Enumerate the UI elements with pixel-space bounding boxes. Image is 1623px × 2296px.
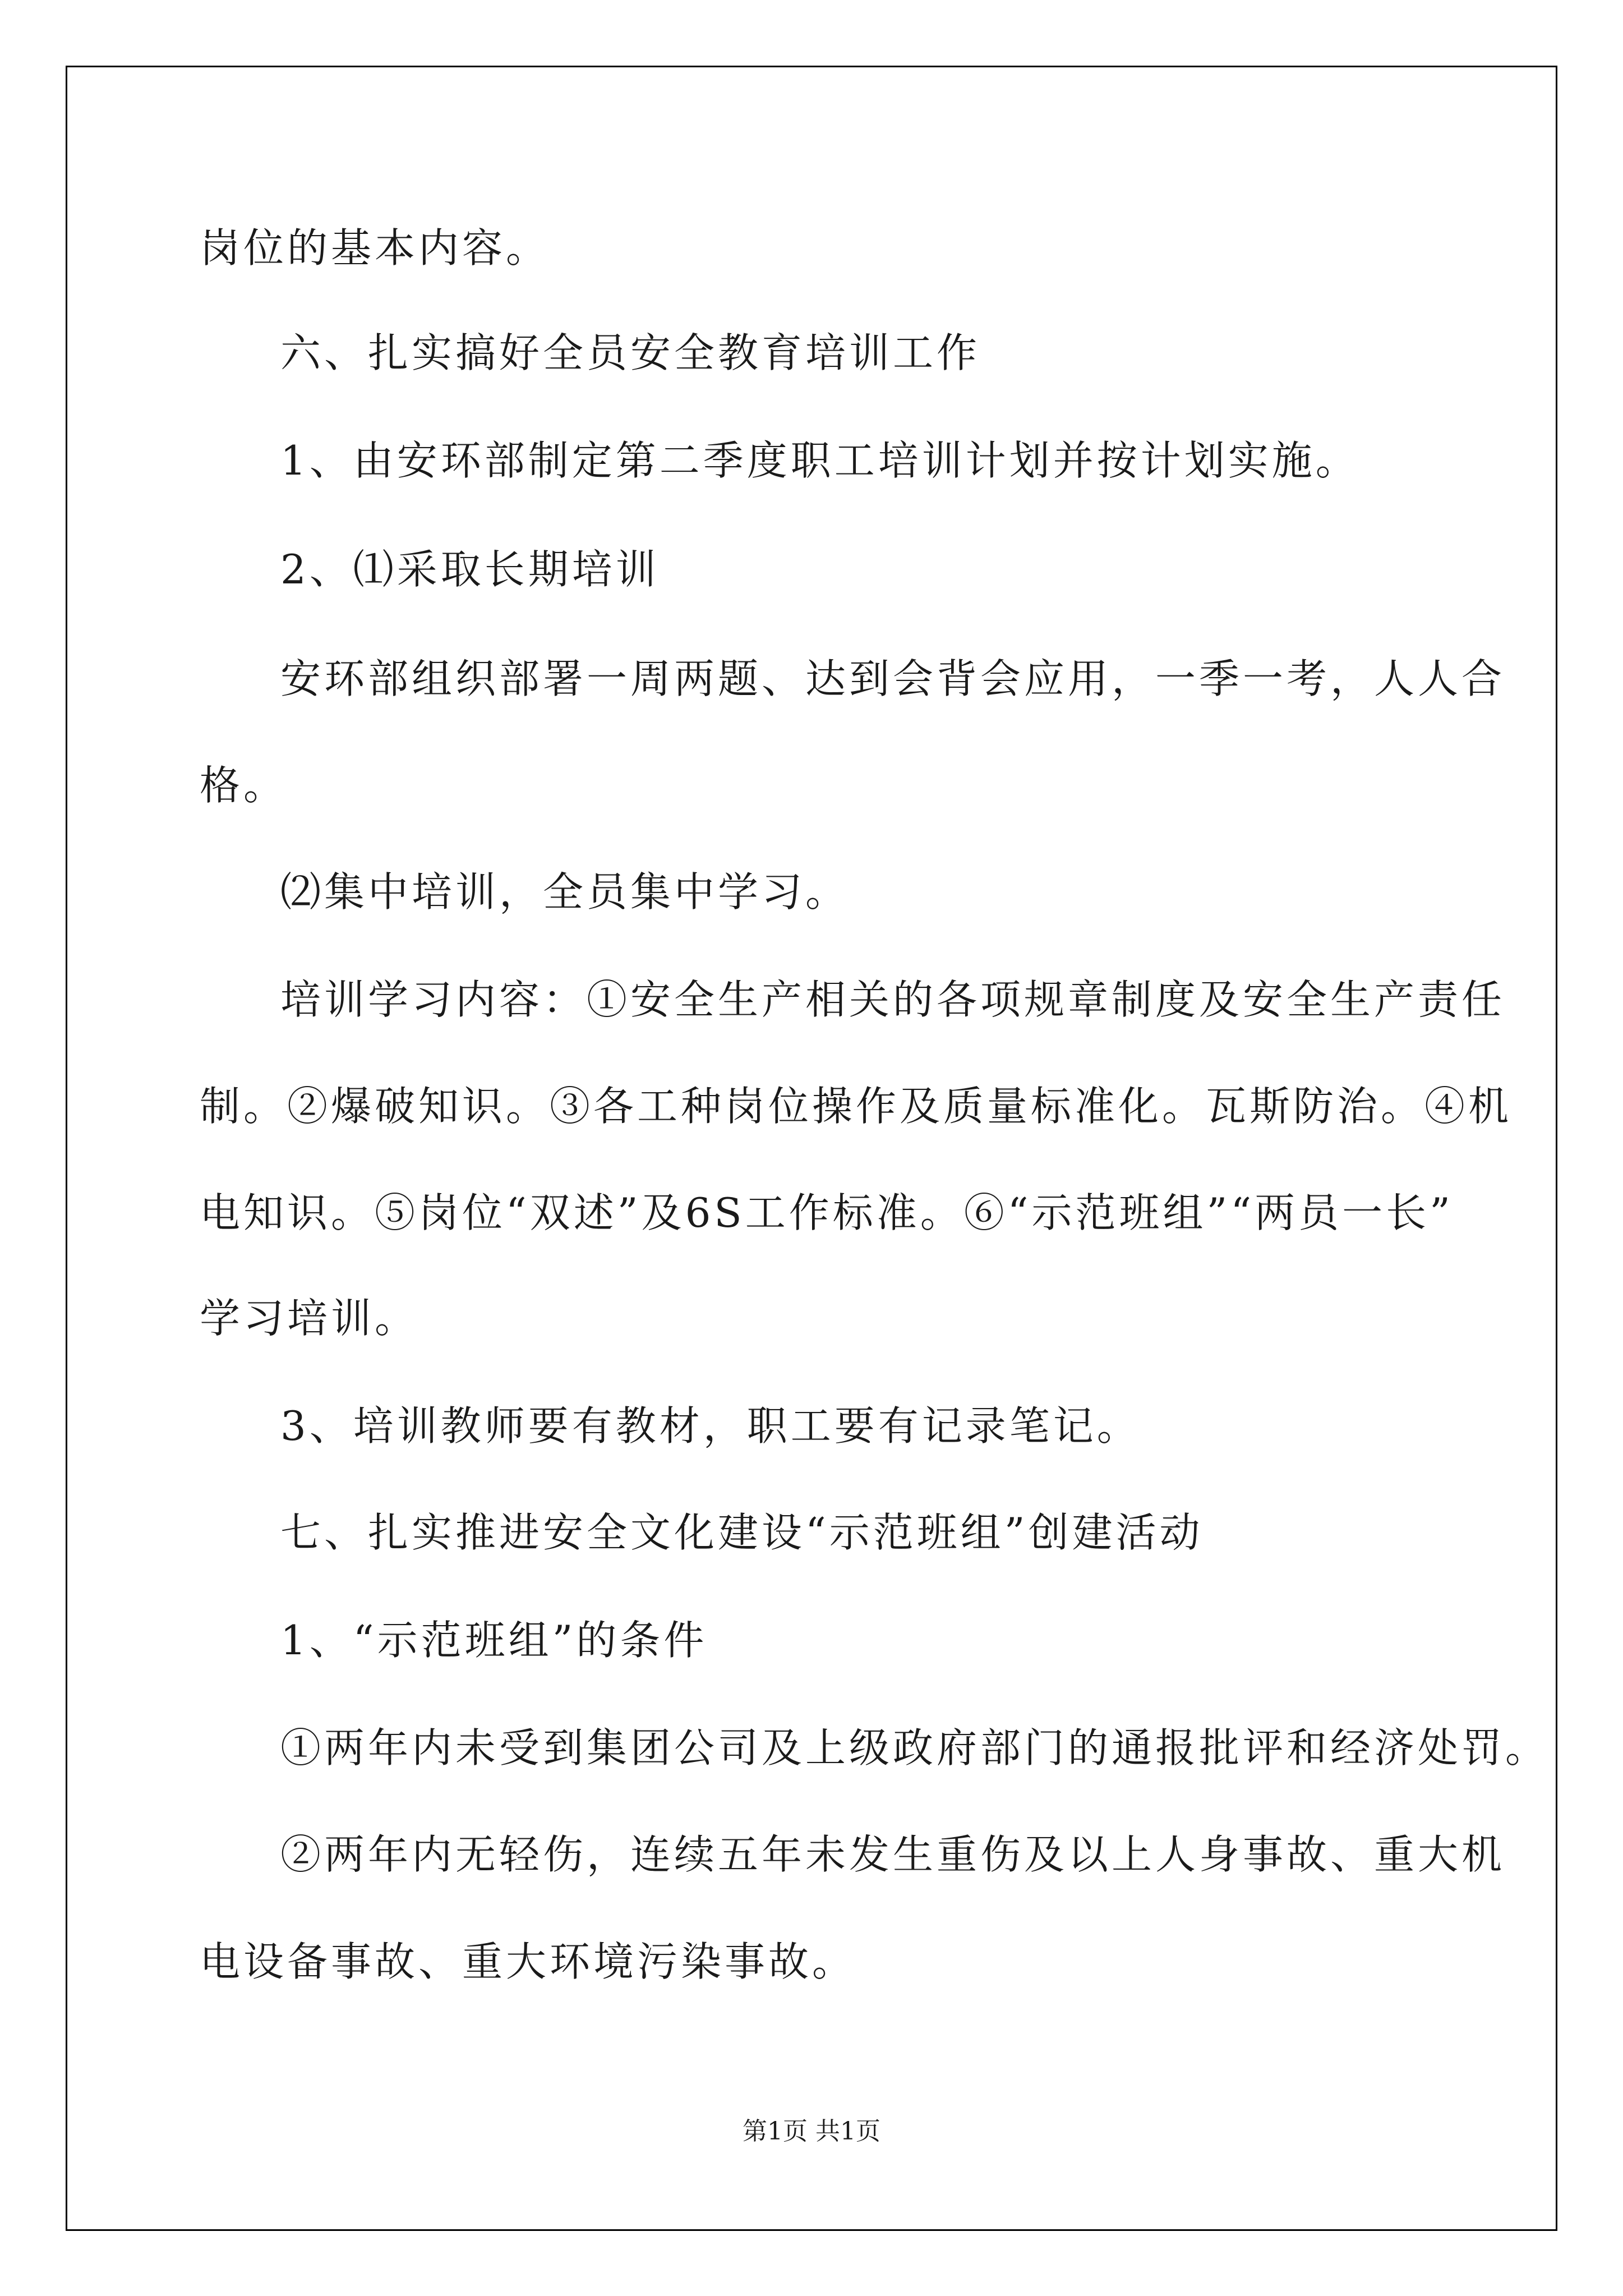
text-line: 1、由安环部制定第二季度职工培训计划并按计划实施。 [280, 437, 1359, 484]
text-line: 电设备事故、重大环境污染事故。 [200, 1938, 856, 1985]
text-line: 1、“示范班组”的条件 [280, 1617, 708, 1664]
text-line: 培训学习内容：①安全生产相关的各项规章制度及安全生产责任 [280, 976, 1506, 1023]
text-line: ②两年内无轻伤，连续五年未发生重伤及以上人身事故、重大机 [280, 1831, 1506, 1878]
section-heading-seven: 七、扎实推进安全文化建设“示范班组”创建活动 [280, 1509, 1204, 1556]
text-line: 格。 [200, 762, 288, 809]
section-heading-six: 六、扎实搞好全员安全教育培训工作 [280, 329, 981, 376]
text-line: 制。②爆破知识。③各工种岗位操作及质量标准化。瓦斯防治。④机 [200, 1083, 1513, 1130]
text-line: 2、⑴采取长期培训 [280, 546, 660, 593]
page-footer: 第1页 共1页 [743, 2117, 880, 2146]
text-line: 3、培训教师要有教材，职工要有记录笔记。 [280, 1402, 1141, 1450]
text-line: 安环部组织部署一周两题、达到会背会应用，一季一考，人人合 [280, 655, 1506, 702]
text-line: ⑵集中培训，全员集中学习。 [280, 868, 850, 915]
text-line: ①两年内未受到集团公司及上级政府部门的通报批评和经济处罚。 [280, 1724, 1550, 1772]
text-line: 学习培训。 [200, 1295, 419, 1342]
text-line: 岗位的基本内容。 [200, 224, 550, 272]
text-line: 电知识。⑤岗位“双述”及6S工作标准。⑥“示范班组”“两员一长” [200, 1189, 1454, 1236]
